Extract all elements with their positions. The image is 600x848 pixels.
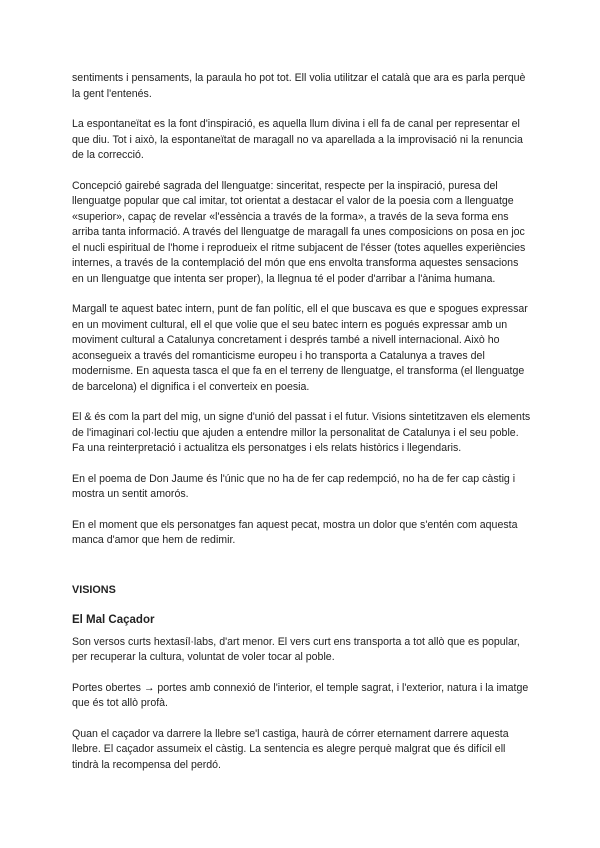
paragraph-pecat: En el moment que els personatges fan aquest pecat, mostra un dolor que s'entén com aquesta manca d'amor que hem de redimir.	[72, 518, 518, 546]
paragraph-versos-curts: Son versos curts hextasíl·labs, d'art menor. El vers curt ens transporta a tot allò que es popular, per recuperar la cultura, voluntat de voler tocar al poble.	[72, 635, 520, 663]
paragraph-don-jaume: En el poema de Don Jaume és l'únic que no ha de fer cap redempció, no ha de fer cap càstig i mostra un sentit amorós.	[72, 472, 516, 500]
paragraph-sentiments: sentiments i pensaments, la paraula ho pot tot. Ell volia utilitzar el català que ara es parla perquè la gent l'entenés.	[72, 72, 526, 100]
paragraph-cacador-llebre: Quan el caçador va darrere la llebre se'l castiga, haurà de córrer eternament darrere aquesta llebre. El caçador assumeix el càstig. La sentencia es alegre perquè malgrat que és difícil ell tindrà la recompensa del perdó.	[72, 727, 509, 771]
section-title-visions: VISIONS	[72, 583, 116, 596]
paragraph-portes-obertes: Portes obertes → portes amb connexió de l'interior, el temple sagrat, i l'exterior, natura i la imatge que és tot allò profà.	[72, 681, 529, 709]
paragraph-concepcio-llenguatge: Concepció gairebé sagrada del llenguatge: sinceritat, respecte per la inspiració, puresa del llenguatge popular que cal imitar, tot orientat a destacar el valor de la poesia com a llenguatge «superior», capaç de revelar «l'essència a través de la forma», a través de la seva forma ens arriba tanta informació. A través del llenguatge de maragall fa unes composicions on posa en joc el nucli espiritual de l'home i reprodueix el ritme subjacent de l'ésser (totes aquelles experiències internes, a través de la contemplació del món que ens envolta transforma aquestes sensacions en un llenguatge que intenta ser proper), la llegnua té el poder d'arribar a l'ànima humana.	[72, 179, 526, 285]
paragraph-espontaneitat: La espontaneïtat es la font d'inspiració, es aquella llum divina i ell fa de canal per representar el que diu. Tot i això, la espontaneïtat de maragall no va aparellada a la improvisació ni la renuncia de la correcció.	[72, 118, 523, 161]
document-body	[72, 71, 532, 788]
paragraph-ampersand: El & és com la part del mig, un signe d'unió del passat i el futur. Visions sintetitzaven els elements de l'imaginari col·lectiu que ajuden a entendre millor la personalitat de Catalunya i el seu poble. Fa una reinterpretació i actualitza els personatges i els relats històrics i llegendaris.	[72, 411, 531, 454]
subsection-title-mal-cacador: El Mal Caçador	[72, 614, 155, 626]
paragraph-batec-intern: Margall te aquest batec intern, punt de fan polític, ell el que buscava es que e spogues expressar en un moviment cultural, ell el que volie que el seu batec intern es pogués expressar amb un moviment cultural a Catalunya concretament i després també a nivell internacional. Això ho aconsegueix a través del romanticisme europeu i ho transporta a Catalunya a traves del modernisme. En aquesta tasca el que fa en el terreny de llenguatge, el transforma (el llenguatge de barcelona) el dignifica i el converteix en poesia.	[72, 303, 528, 393]
